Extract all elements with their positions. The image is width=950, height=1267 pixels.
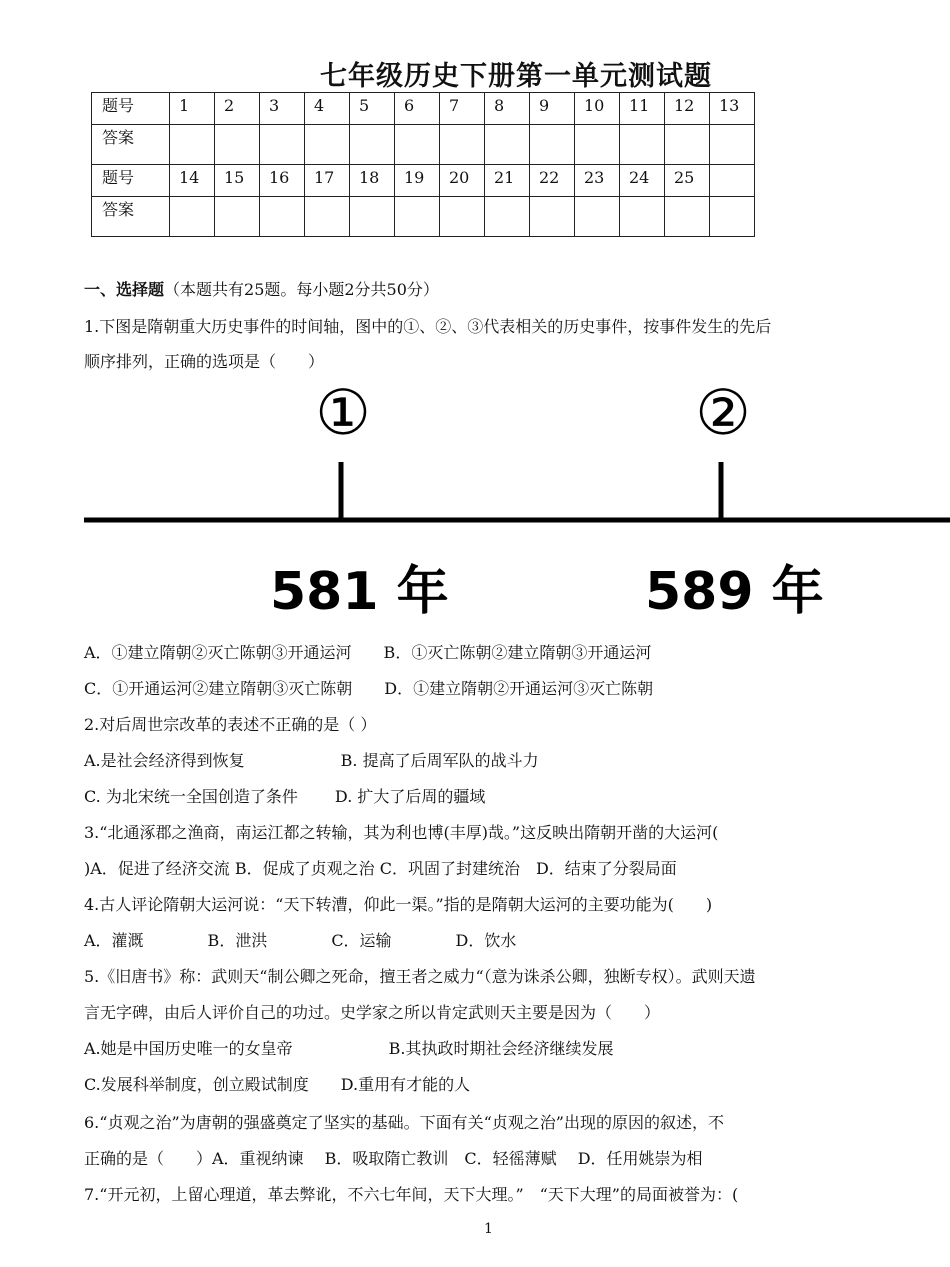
answer-cell[interactable] [440, 125, 485, 165]
answer-cell[interactable] [305, 197, 350, 237]
timeline-year-2: 589 年 [645, 562, 824, 622]
question-3-stem: 3.“北通涿郡之渔商，南运江都之转输，其为利也博(丰厚)哉。”这反映出隋朝开凿的大运河( [84, 823, 719, 842]
timeline-marker-1: ① [315, 380, 371, 449]
question-number-cell: 6 [395, 93, 440, 125]
answer-cell[interactable] [710, 125, 755, 165]
question-number-cell: 5 [350, 93, 395, 125]
question-7-stem: 7.“开元初，上留心理道，革去弊讹，不六七年间，天下大理。” “天下大理”的局面被誉为：( [84, 1185, 739, 1204]
question-number-cell: 25 [665, 165, 710, 197]
row-label-answer: 答案 [92, 197, 170, 237]
question-number-row-1 [92, 93, 755, 125]
answer-cell[interactable] [440, 197, 485, 237]
answer-cell[interactable] [170, 125, 215, 165]
question-number-cell: 14 [170, 165, 215, 197]
answer-cell[interactable] [620, 125, 665, 165]
row-label-answer: 答案 [92, 125, 170, 165]
answer-cell[interactable] [395, 125, 440, 165]
question-number-cell: 8 [485, 93, 530, 125]
question-1-options-ab: A．①建立隋朝②灭亡陈朝③开通运河 B．①灭亡陈朝②建立隋朝③开通运河 [84, 643, 652, 662]
question-number-cell: 4 [305, 93, 350, 125]
timeline-marker-2: ② [695, 380, 751, 449]
answer-cell[interactable] [215, 197, 260, 237]
question-number-cell: 18 [350, 165, 395, 197]
question-5-stem-line-1: 5.《旧唐书》称：武则天“制公卿之死命，擅王者之威力“（意为诛杀公卿，独断专权）。武则天遗 [84, 967, 756, 986]
answer-cell[interactable] [260, 197, 305, 237]
section-title: 一、选择题 [84, 280, 165, 299]
question-4-options: A．灌溉 B．泄洪 C．运输 D．饮水 [84, 931, 517, 950]
answer-cell[interactable] [485, 197, 530, 237]
answer-cell[interactable] [215, 125, 260, 165]
answer-cell[interactable] [620, 197, 665, 237]
question-3-options: )A．促进了经济交流 B．促成了贞观之治 C．巩固了封建统治 D．结束了分裂局面 [84, 859, 677, 878]
question-2-stem: 2.对后周世宗改革的表述不正确的是（ ） [84, 715, 377, 734]
question-number-cell: 10 [575, 93, 620, 125]
answer-cell[interactable] [575, 125, 620, 165]
question-number-cell: 20 [440, 165, 485, 197]
question-6-stem-line-2: 正确的是（ ）A．重视纳谏 B．吸取隋亡教训 C．轻徭薄赋 D．任用姚崇为相 [84, 1149, 703, 1168]
answer-row-1 [92, 125, 755, 165]
section-note: （本题共有25题。每小题2分共50分） [164, 280, 439, 299]
answer-cell[interactable] [305, 125, 350, 165]
answer-row-2 [92, 197, 755, 237]
question-2-options-ab: A.是社会经济得到恢复 B. 提高了后周军队的战斗力 [84, 751, 539, 770]
question-number-cell: 11 [620, 93, 665, 125]
row-label-question: 题号 [92, 93, 170, 125]
question-number-cell: 24 [620, 165, 665, 197]
question-number-cell: 19 [395, 165, 440, 197]
answer-cell[interactable] [485, 125, 530, 165]
answer-cell[interactable] [260, 125, 305, 165]
question-2-options-cd: C. 为北宋统一全国创造了条件 D. 扩大了后周的疆域 [84, 787, 486, 806]
answer-cell[interactable] [530, 125, 575, 165]
answer-cell[interactable] [575, 197, 620, 237]
question-1-stem-line-2: 顺序排列，正确的选项是（ ） [84, 352, 325, 371]
page-number: 1 [484, 1221, 493, 1237]
question-number-cell: 15 [215, 165, 260, 197]
question-number-cell [710, 165, 755, 197]
question-number-cell: 9 [530, 93, 575, 125]
row-label-question: 题号 [92, 165, 170, 197]
question-number-cell: 1 [170, 93, 215, 125]
timeline-year-1: 581 年 [270, 562, 449, 622]
answer-cell[interactable] [170, 197, 215, 237]
question-5-options-cd: C.发展科举制度，创立殿试制度 D.重用有才能的人 [84, 1075, 471, 1094]
page-title: 七年级历史下册第一单元测试题 [320, 61, 712, 92]
question-1-options-cd: C．①开通运河②建立隋朝③灭亡陈朝 D．①建立隋朝②开通运河③灭亡陈朝 [84, 679, 654, 698]
question-number-cell: 17 [305, 165, 350, 197]
question-number-cell: 13 [710, 93, 755, 125]
answer-table [91, 92, 755, 237]
question-6-stem-line-1: 6.“贞观之治”为唐朝的强盛奠定了坚实的基础。下面有关“贞观之治”出现的原因的叙述，不 [84, 1113, 724, 1132]
question-number-row-2 [92, 165, 755, 197]
answer-cell[interactable] [350, 197, 395, 237]
question-number-cell: 2 [215, 93, 260, 125]
question-number-cell: 23 [575, 165, 620, 197]
question-4-stem: 4.古人评论隋朝大运河说：“天下转漕，仰此一渠。”指的是隋朝大运河的主要功能为( ) [84, 895, 713, 914]
answer-cell[interactable] [350, 125, 395, 165]
question-number-cell: 21 [485, 165, 530, 197]
question-number-cell: 12 [665, 93, 710, 125]
question-5-stem-line-2: 言无字碑，由后人评价自己的功过。史学家之所以肯定武则天主要是因为（ ） [84, 1003, 661, 1022]
answer-cell[interactable] [395, 197, 440, 237]
answer-cell[interactable] [710, 197, 755, 237]
answer-cell[interactable] [665, 197, 710, 237]
question-number-cell: 16 [260, 165, 305, 197]
answer-cell[interactable] [665, 125, 710, 165]
question-1-stem-line-1: 1.下图是隋朝重大历史事件的时间轴，图中的①、②、③代表相关的历史事件，按事件发生的先后 [84, 317, 772, 336]
question-number-cell: 22 [530, 165, 575, 197]
timeline-figure [0, 380, 950, 640]
answer-cell[interactable] [530, 197, 575, 237]
question-5-options-ab: A.她是中国历史唯一的女皇帝 B.其执政时期社会经济继续发展 [84, 1039, 614, 1058]
question-number-cell: 7 [440, 93, 485, 125]
question-number-cell: 3 [260, 93, 305, 125]
section-heading [84, 279, 439, 301]
